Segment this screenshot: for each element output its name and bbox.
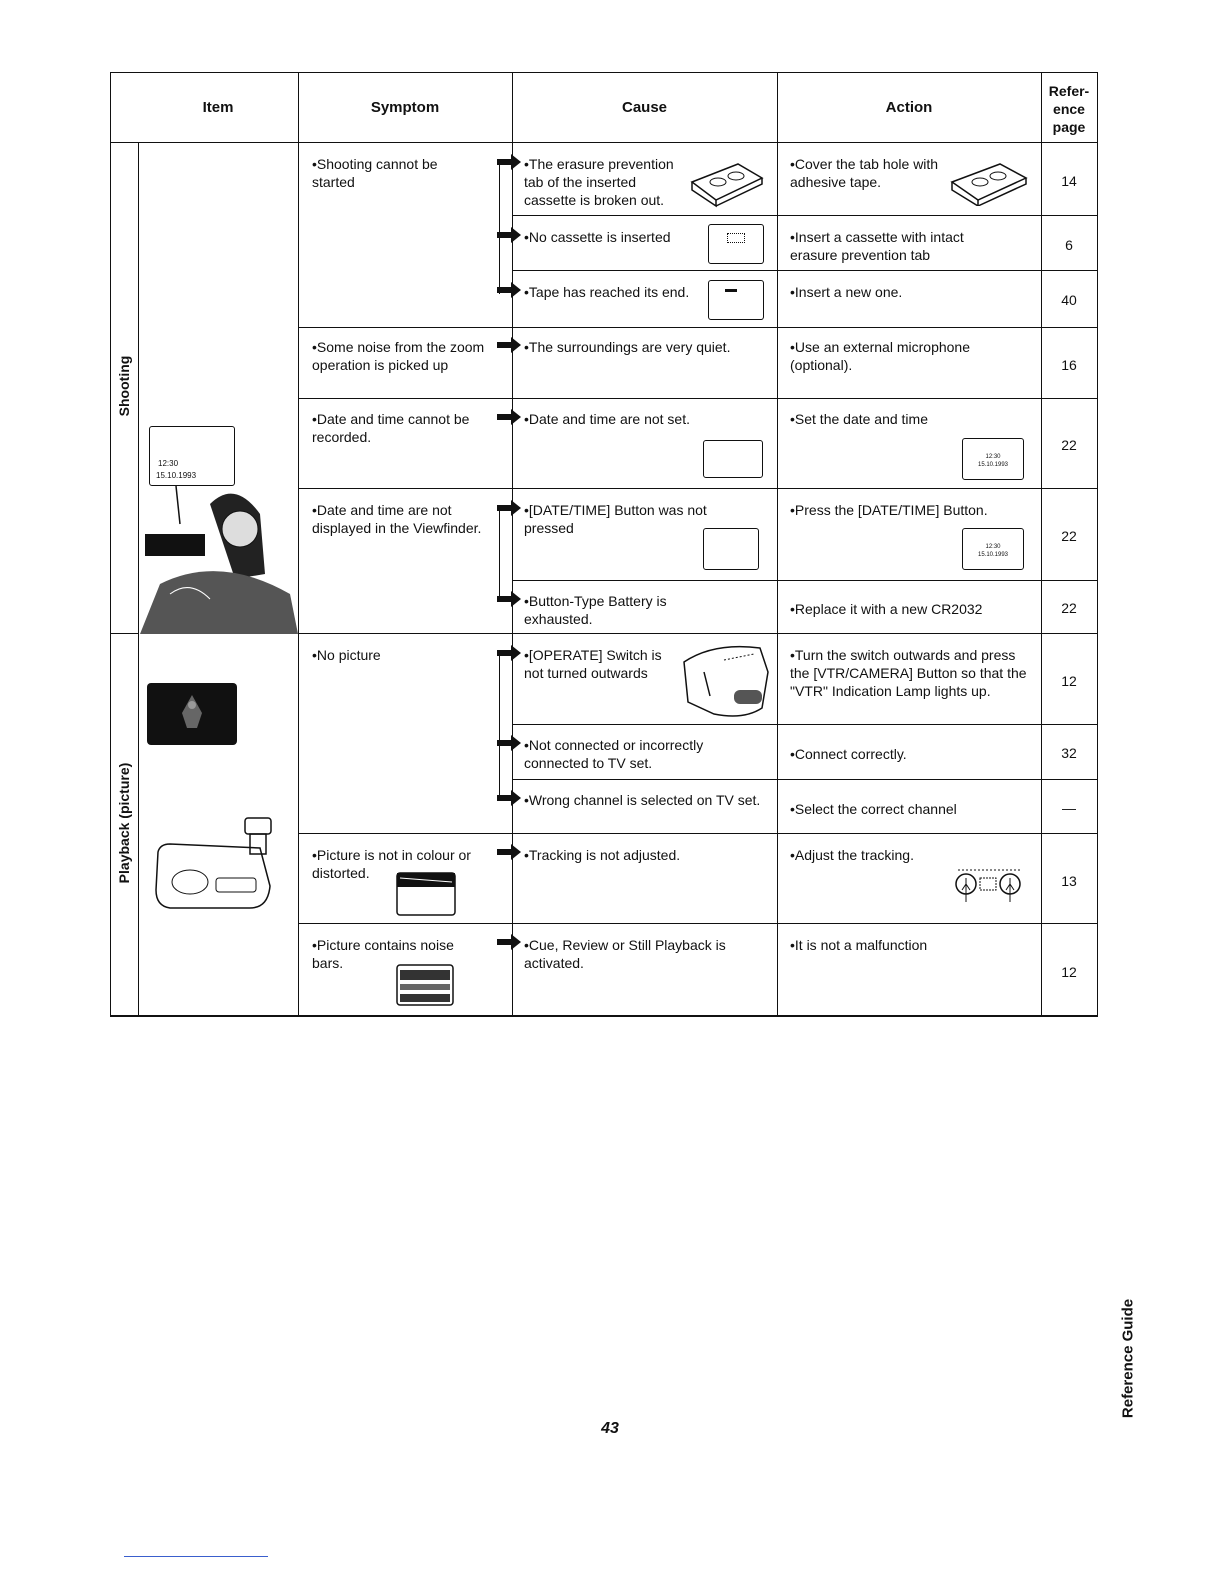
viewfinder-time: 12:30	[158, 459, 179, 468]
viewfinder-datetime-date: 15.10.1993	[977, 552, 1009, 558]
action-11: •It is not a malfunction	[790, 937, 928, 953]
distorted-picture-icon	[396, 872, 456, 916]
action-2: •Insert a new one.	[790, 284, 903, 300]
ref-9: —	[1062, 800, 1076, 816]
no-cassette-screen-icon	[708, 224, 764, 264]
symptom-11: •Picture contains noise bars.	[312, 937, 454, 971]
page-number: 43	[601, 1420, 619, 1437]
cause-4: •Date and time are not set.	[524, 411, 690, 427]
header-action: Action	[885, 99, 933, 116]
ref-6: 22	[1061, 600, 1077, 616]
cause-2: •Tape has reached its end.	[524, 284, 690, 300]
noise-bars-picture-icon	[396, 964, 454, 1006]
viewfinder-display	[149, 426, 235, 486]
ref-7: 12	[1061, 673, 1077, 689]
symptom-7: •No picture	[312, 647, 381, 663]
ref-1: 6	[1065, 237, 1073, 253]
cause-1: •No cassette is inserted	[524, 229, 671, 245]
cause-10: •Tracking is not adjusted.	[524, 847, 681, 863]
viewfinder-date: 15.10.1993	[156, 471, 197, 480]
ref-11: 12	[1061, 964, 1077, 980]
section-playback: Playback (picture)	[116, 762, 132, 884]
cause-5: •[DATE/TIME] Button was not pressed	[524, 502, 707, 536]
action-0: •Cover the tab hole with adhesive tape.	[790, 156, 939, 190]
ref-5: 22	[1061, 528, 1077, 544]
taped-cassette-icon	[946, 160, 1030, 206]
ref-0: 14	[1061, 173, 1077, 189]
cause-11: •Cue, Review or Still Playback is activated.	[524, 937, 726, 971]
date-set-screen-date: 15.10.1993	[977, 462, 1009, 468]
action-8: •Connect correctly.	[790, 746, 907, 762]
section-shooting: Shooting	[116, 355, 132, 417]
ref-10: 13	[1061, 873, 1077, 889]
symptom-4: •Date and time cannot be recorded.	[312, 411, 470, 445]
symptom-3: •Some noise from the zoom operation is picked up	[312, 339, 485, 373]
action-10: •Adjust the tracking.	[790, 847, 914, 863]
action-4: •Set the date and time	[790, 411, 928, 427]
tape-end-screen-icon	[708, 280, 764, 320]
date-set-screen-icon	[962, 438, 1024, 480]
header-symptom: Symptom	[370, 99, 440, 116]
operate-switch-camcorder-icon	[664, 642, 772, 720]
viewfinder-datetime-time: 12:30	[985, 544, 1001, 550]
symptom-0: •Shooting cannot be started	[312, 156, 438, 190]
header-cause: Cause	[621, 99, 668, 116]
viewfinder-datetime-icon	[962, 528, 1024, 570]
ref-8: 32	[1061, 745, 1077, 761]
cause-8: •Not connected or incorrectly connected to TV set.	[524, 737, 704, 771]
side-label-reference-guide: Reference Guide	[1119, 1298, 1137, 1419]
ref-4: 22	[1061, 437, 1077, 453]
action-3: •Use an external microphone (optional).	[790, 339, 970, 373]
symptom-10: •Picture is not in colour or distorted.	[312, 847, 471, 881]
camcorder-user-illustration	[140, 484, 298, 634]
action-7: •Turn the switch outwards and press the [VTR/CAMERA] Button so that the "VTR" Indication Lamp lights up.	[790, 647, 1027, 699]
ref-3: 16	[1061, 357, 1077, 373]
action-9: •Select the correct channel	[790, 801, 957, 817]
broken-tab-cassette-icon	[686, 160, 766, 208]
camcorder-side-illustration	[150, 816, 280, 912]
cause-3: •The surroundings are very quiet.	[524, 339, 731, 355]
symptom-5: •Date and time are not displayed in the Viewfinder.	[312, 502, 482, 536]
viewfinder-blank-icon	[703, 528, 759, 570]
action-5: •Press the [DATE/TIME] Button.	[790, 502, 988, 518]
cause-0: •The erasure prevention tab of the inserted cassette is broken out.	[524, 156, 674, 208]
cause-9: •Wrong channel is selected on TV set.	[524, 792, 761, 808]
date-set-screen-time: 12:30	[985, 454, 1001, 460]
action-1: •Insert a cassette with intact erasure prevention tab	[790, 229, 964, 263]
blank-date-screen-icon	[703, 440, 763, 478]
tracking-buttons-icon	[952, 864, 1026, 904]
cause-6: •Button-Type Battery is exhausted.	[524, 593, 667, 627]
header-item: Item	[202, 99, 234, 116]
playback-dark-screen	[147, 683, 237, 745]
header-reference: Refer- ence page	[1048, 83, 1090, 135]
ref-2: 40	[1061, 292, 1077, 308]
action-6: •Replace it with a new CR2032	[790, 601, 983, 617]
cause-7: •[OPERATE] Switch is not turned outwards	[524, 647, 662, 681]
